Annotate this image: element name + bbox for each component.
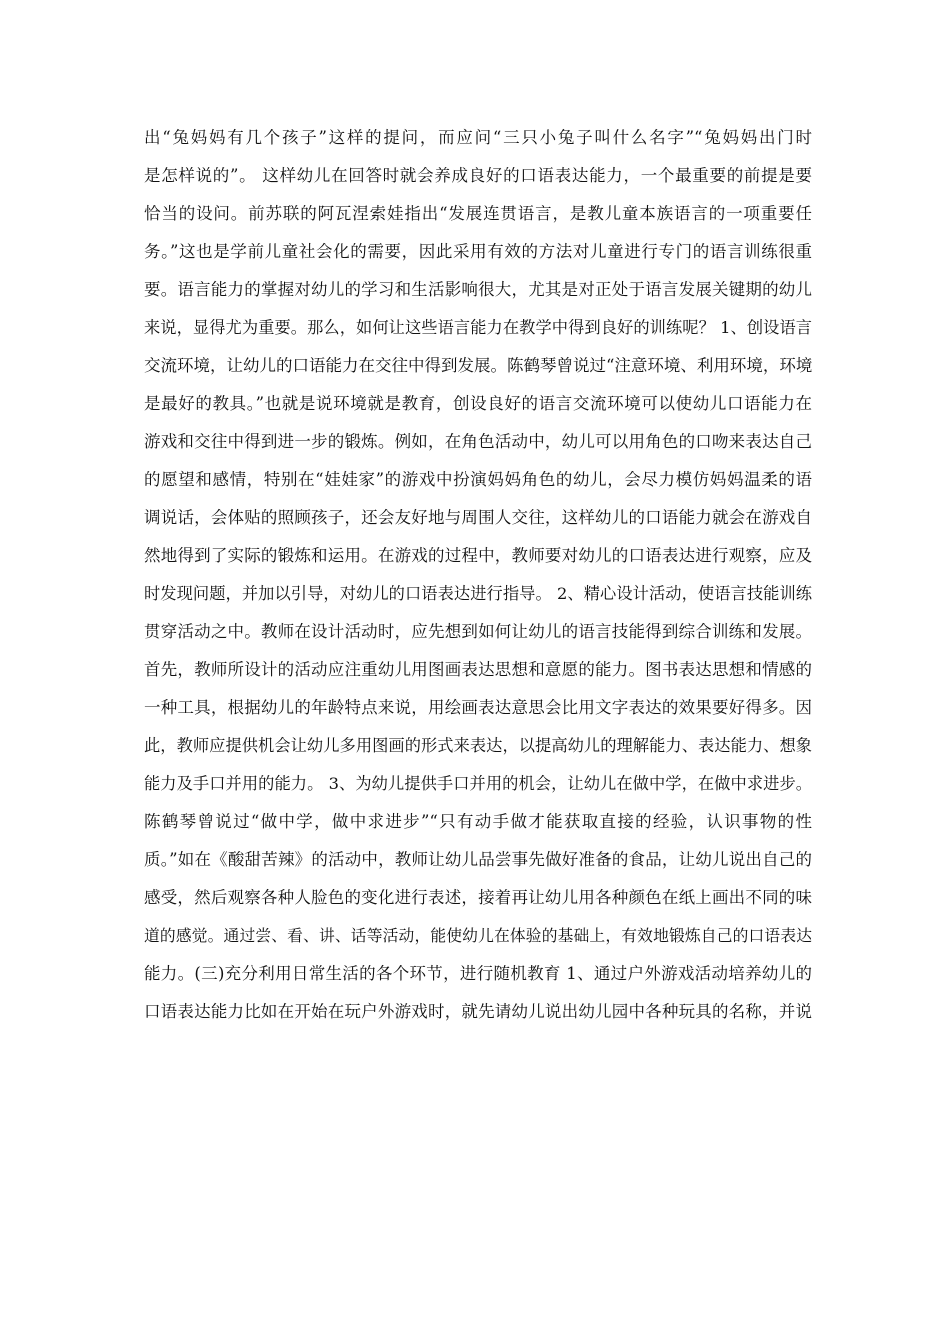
text-line: 口语表达能力比如在开始在玩户外游戏时，就先请幼儿说出幼儿园中各种玩具的名称，并说 bbox=[144, 1002, 812, 1021]
text-line: 来说，显得尤为重要。那么，如何让这些语言能力在教学中得到良好的训练呢？ 1、创设语言 bbox=[144, 318, 812, 337]
text-line: 一种工具，根据幼儿的年龄特点来说，用绘画表达意思会比用文字表达的效果要好得多。因 bbox=[144, 698, 812, 717]
text-line: 交流环境，让幼儿的口语能力在交往中得到发展。陈鹤琴曾说过“注意环境、利用环境，环境 bbox=[144, 356, 812, 375]
text-line: 游戏和交往中得到进一步的锻炼。例如，在角色活动中，幼儿可以用角色的口吻来表达自己 bbox=[144, 432, 812, 451]
text-line: 首先，教师所设计的活动应注重幼儿用图画表达思想和意愿的能力。图书表达思想和情感的 bbox=[144, 660, 812, 679]
text-line: 此，教师应提供机会让幼儿多用图画的形式来表达，以提高幼儿的理解能力、表达能力、想象 bbox=[144, 736, 812, 755]
text-line: 感受，然后观察各种人脸色的变化进行表述，接着再让幼儿用各种颜色在纸上画出不同的味 bbox=[144, 888, 812, 907]
text-line: 贯穿活动之中。教师在设计活动时，应先想到如何让幼儿的语言技能得到综合训练和发展。 bbox=[144, 622, 812, 641]
text-line: 时发现问题，并加以引导，对幼儿的口语表达进行指导。 2、精心设计活动，使语言技能训练 bbox=[144, 584, 812, 603]
text-line: 调说话，会体贴的照顾孩子，还会友好地与周围人交往，这样幼儿的口语能力就会在游戏自 bbox=[144, 508, 812, 527]
text-line: 陈鹤琴曾说过“做中学，做中求进步”“只有动手做才能获取直接的经验，认识事物的性 bbox=[144, 812, 812, 831]
body-text bbox=[144, 119, 812, 1031]
text-line: 恰当的设问。前苏联的阿瓦涅索娃指出“发展连贯语言，是教儿童本族语言的一项重要任 bbox=[144, 204, 812, 223]
text-line: 是最好的教具。”也就是说环境就是教育，创设良好的语言交流环境可以使幼儿口语能力在 bbox=[144, 394, 812, 413]
text-line: 然地得到了实际的锻炼和运用。在游戏的过程中，教师要对幼儿的口语表达进行观察，应及 bbox=[144, 546, 812, 565]
text-line: 能力及手口并用的能力。 3、为幼儿提供手口并用的机会，让幼儿在做中学，在做中求进步。 bbox=[144, 774, 812, 793]
text-line: 出“兔妈妈有几个孩子”这样的提问，而应问“三只小兔子叫什么名字”“兔妈妈出门时 bbox=[144, 128, 812, 147]
text-line: 能力。(三)充分利用日常生活的各个环节，进行随机教育 1、通过户外游戏活动培养幼儿的 bbox=[144, 964, 812, 983]
text-line: 的愿望和感情，特别在“娃娃家”的游戏中扮演妈妈角色的幼儿，会尽力模仿妈妈温柔的语 bbox=[144, 470, 812, 489]
text-line: 要。语言能力的掌握对幼儿的学习和生活影响很大，尤其是对正处于语言发展关键期的幼儿 bbox=[144, 280, 812, 299]
text-line: 道的感觉。通过尝、看、讲、话等活动，能使幼儿在体验的基础上，有效地锻炼自己的口语表达 bbox=[144, 926, 812, 945]
text-line: 务。”这也是学前儿童社会化的需要，因此采用有效的方法对儿童进行专门的语言训练很重 bbox=[144, 242, 812, 261]
text-line: 是怎样说的”。 这样幼儿在回答时就会养成良好的口语表达能力，一个最重要的前提是要 bbox=[144, 166, 812, 185]
text-line: 质。”如在《酸甜苦辣》的活动中，教师让幼儿品尝事先做好准备的食品，让幼儿说出自己的 bbox=[144, 850, 812, 869]
